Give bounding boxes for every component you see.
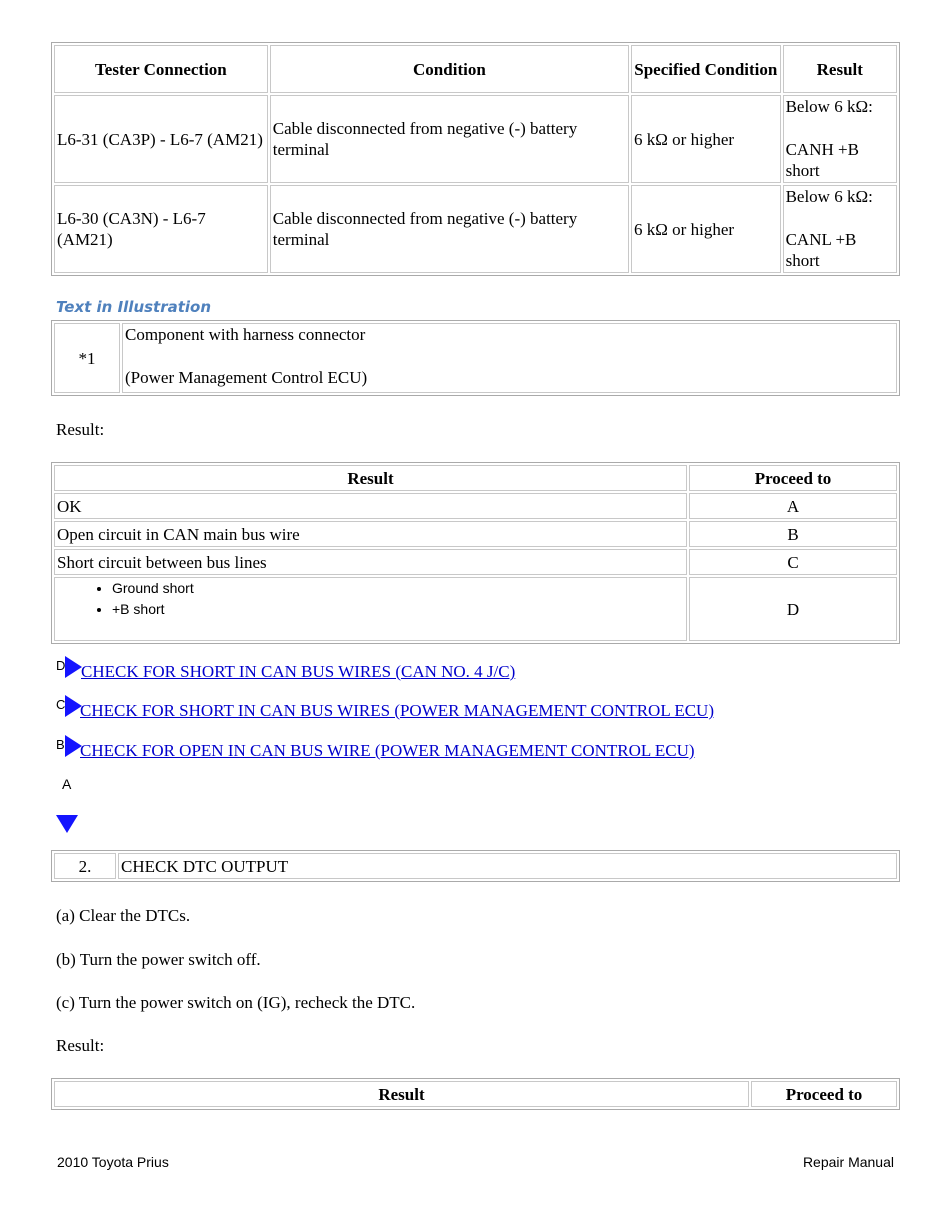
proceed-cell: C	[689, 549, 897, 575]
footer-right: Repair Manual	[802, 1154, 894, 1170]
table-header-row	[54, 465, 897, 491]
result-proceed-table	[51, 462, 900, 644]
table-header-row	[54, 45, 897, 93]
result-fault: CANH +B short	[785, 140, 859, 180]
nav-letter: B	[56, 737, 65, 752]
header-result: Result	[54, 1081, 749, 1107]
table-row	[54, 549, 897, 575]
illustration-heading: Text in Illustration	[56, 298, 212, 316]
result-label: Result:	[56, 1036, 105, 1055]
condition-cell: Cable disconnected from negative (-) battery terminal	[270, 95, 629, 183]
nav-letter: D	[56, 658, 66, 673]
result-fault: CANL +B short	[785, 230, 857, 270]
legend-text	[122, 323, 897, 393]
step-number: 2.	[54, 853, 116, 879]
result-cell: OK	[54, 493, 687, 519]
result-cell: Open circuit in CAN main bus wire	[54, 521, 687, 547]
proceed-cell: B	[689, 521, 897, 547]
instruction-c: (c) Turn the power switch on (IG), recheck the DTC.	[56, 993, 416, 1012]
table-row	[54, 185, 897, 273]
header-tester-connection: Tester Connection	[54, 45, 268, 93]
result-cell	[783, 95, 897, 183]
right-arrow-icon[interactable]	[65, 656, 82, 678]
down-arrow-icon[interactable]	[56, 815, 78, 833]
nav-link-short-pmc-ecu[interactable]: CHECK FOR SHORT IN CAN BUS WIRES (POWER MANAGEMENT CONTROL ECU)	[80, 701, 714, 720]
tester-connection-cell: L6-30 (CA3N) - L6-7 (AM21)	[54, 185, 268, 273]
condition-cell: Cable disconnected from negative (-) battery terminal	[270, 185, 629, 273]
nav-link-open-pmc-ecu[interactable]: CHECK FOR OPEN IN CAN BUS WIRE (POWER MANAGEMENT CONTROL ECU)	[80, 741, 695, 760]
illustration-legend-table	[51, 320, 900, 396]
header-proceed-to: Proceed to	[689, 465, 897, 491]
table-row	[54, 95, 897, 183]
table-header-row	[54, 1081, 897, 1107]
specified-condition-cell: 6 kΩ or higher	[631, 95, 781, 183]
result-cell: Short circuit between bus lines	[54, 549, 687, 575]
legend-ref: *1	[54, 323, 120, 393]
legend-line-1: Component with harness connector	[125, 325, 366, 344]
legend-row	[54, 323, 897, 393]
instruction-a: (a) Clear the DTCs.	[56, 906, 191, 925]
resistance-spec-table	[51, 42, 900, 276]
step-title: CHECK DTC OUTPUT	[118, 853, 897, 879]
nav-link-can-no4-jc[interactable]: CHECK FOR SHORT IN CAN BUS WIRES (CAN NO. 4 J/C)	[81, 662, 516, 681]
result-threshold: Below 6 kΩ:	[785, 97, 873, 116]
specified-condition-cell: 6 kΩ or higher	[631, 185, 781, 273]
header-proceed-to: Proceed to	[751, 1081, 897, 1107]
proceed-cell: D	[689, 577, 897, 641]
legend-line-2: (Power Management Control ECU)	[125, 368, 368, 387]
result-threshold: Below 6 kΩ:	[785, 187, 873, 206]
header-condition: Condition	[270, 45, 629, 93]
result-label: Result:	[56, 420, 105, 439]
header-result: Result	[783, 45, 897, 93]
result-cell	[54, 577, 687, 641]
list-item: • Ground short	[112, 578, 684, 599]
tester-connection-cell: L6-31 (CA3P) - L6-7 (AM21)	[54, 95, 268, 183]
nav-letter: C	[56, 697, 66, 712]
list-item: • +B short	[112, 599, 684, 620]
result-proceed-table-2	[51, 1078, 900, 1110]
table-row	[54, 493, 897, 519]
step-row	[54, 853, 897, 879]
step-table	[51, 850, 900, 882]
result-cell	[783, 185, 897, 273]
next-step-letter: A	[62, 776, 72, 792]
table-row	[54, 521, 897, 547]
header-result: Result	[54, 465, 687, 491]
proceed-cell: A	[689, 493, 897, 519]
table-row	[54, 577, 897, 641]
short-type-list	[57, 578, 684, 620]
footer-left: 2010 Toyota Prius	[57, 1154, 169, 1170]
header-specified-condition: Specified Condition	[631, 45, 781, 93]
instruction-b: (b) Turn the power switch off.	[56, 950, 261, 969]
